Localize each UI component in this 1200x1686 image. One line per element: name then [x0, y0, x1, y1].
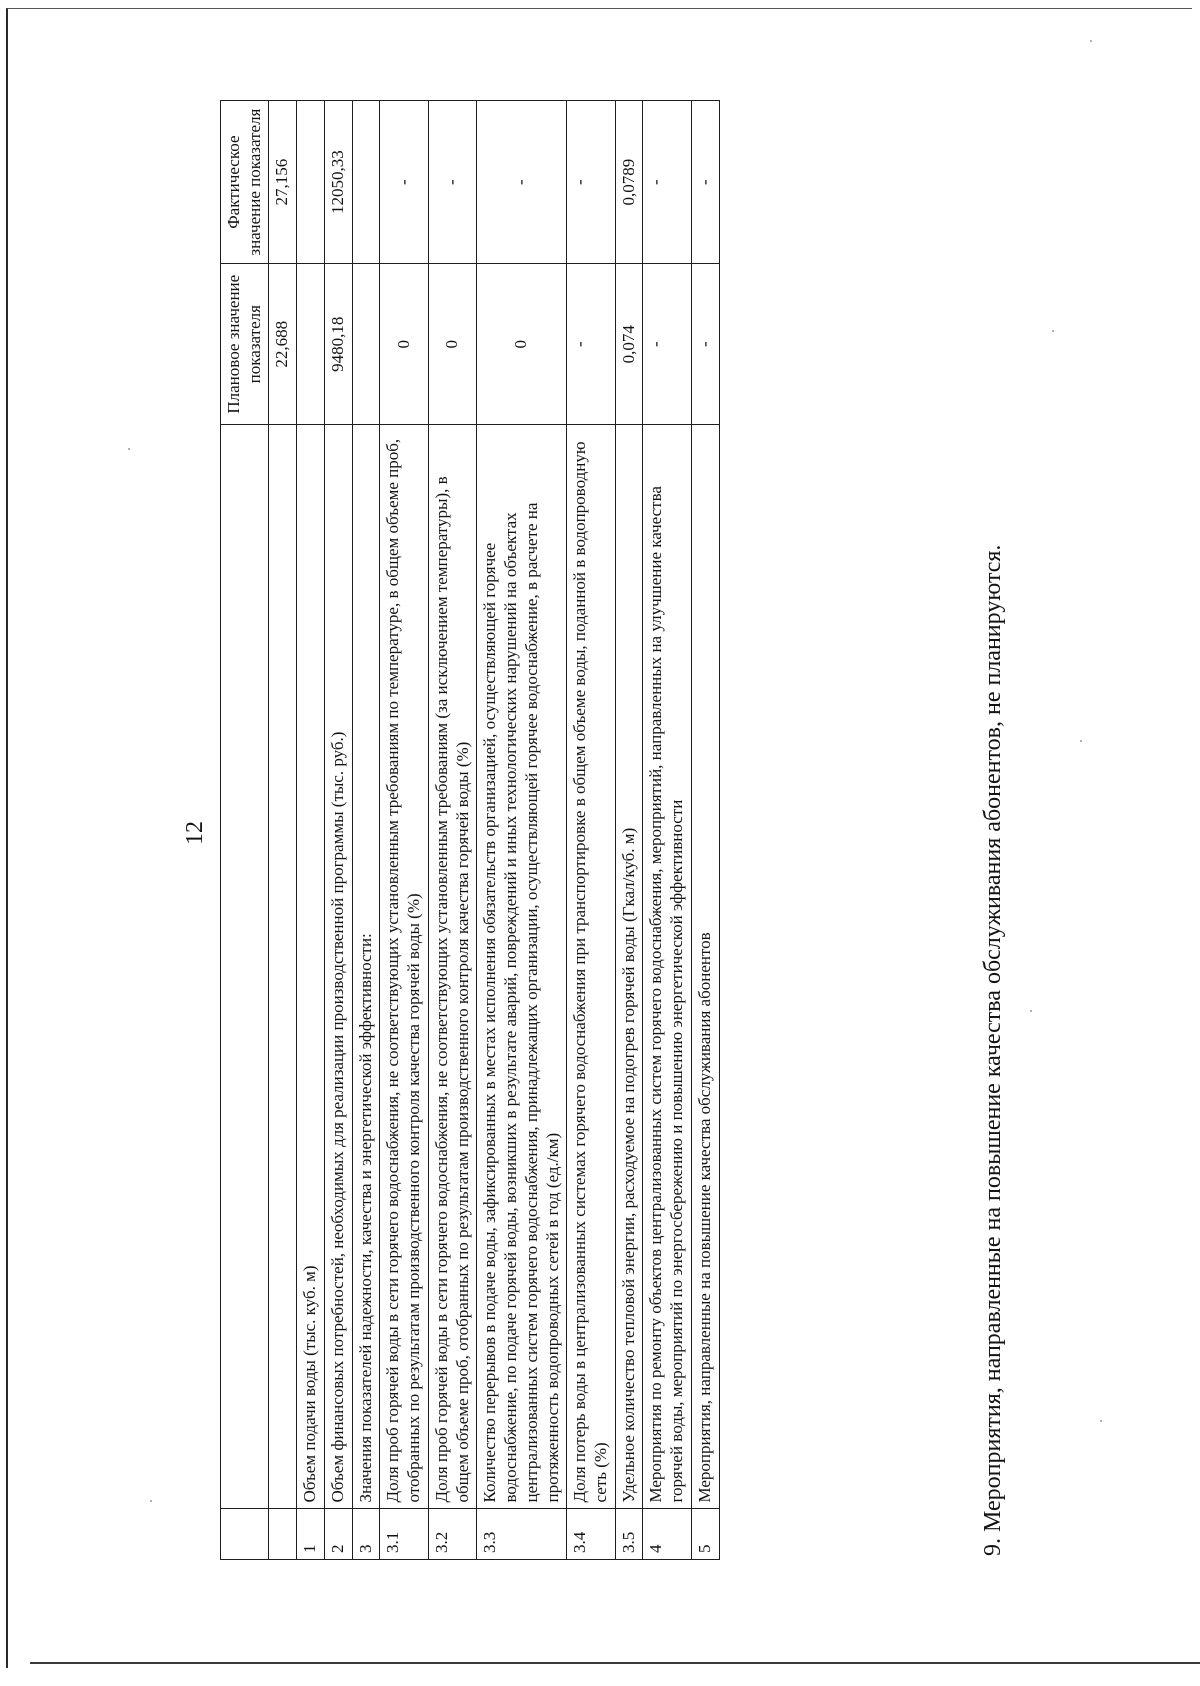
- row-fact-value: [297, 101, 325, 264]
- row-description: Объем подачи воды (тыс. куб. м): [297, 425, 325, 1509]
- row-plan-value: -: [691, 264, 719, 425]
- table-row: [691, 101, 719, 1560]
- table-row: [380, 101, 428, 1560]
- scan-edge-line: [30, 1662, 1200, 1664]
- scan-speck: [1090, 40, 1092, 42]
- table-row: [615, 101, 643, 1560]
- row-plan-value: 22,688: [269, 264, 297, 425]
- row-fact-value: -: [691, 101, 719, 264]
- table-row: [269, 101, 297, 1560]
- row-description: Доля потерь воды в централизованных системах горячего водоснабжения при транспортировке в общем объеме воды, поданной в водопроводную сеть (%): [567, 425, 615, 1509]
- row-plan-value: 0: [477, 264, 567, 425]
- row-plan-value: [352, 264, 380, 425]
- row-num: 5: [691, 1509, 719, 1560]
- row-fact-value: 27,156: [269, 101, 297, 264]
- row-plan-value: 0: [380, 264, 428, 425]
- row-description: Объем финансовых потребностей, необходимых для реализации производственной программы (тыс. руб.): [324, 425, 352, 1509]
- table-row: [477, 101, 567, 1560]
- row-plan-value: [297, 264, 325, 425]
- row-description: Мероприятия, направленные на повышение качества обслуживания абонентов: [691, 425, 719, 1509]
- row-fact-value: 0,0789: [615, 101, 643, 264]
- table-row: [567, 101, 615, 1560]
- page-number: 12: [182, 821, 208, 845]
- row-description: Доля проб горячей воды в сети горячего водоснабжения, не соответствующих установленным требованиям по температуре, в общем объеме проб, отобранных по результатам производственного контроля качества горячей воды (%): [380, 425, 428, 1509]
- header-fact-value: Фактическое значение показателя: [221, 101, 269, 264]
- table-row: [643, 101, 691, 1560]
- row-fact-value: -: [567, 101, 615, 264]
- row-fact-value: -: [477, 101, 567, 264]
- header-plan-value: Плановое значение показателя: [221, 264, 269, 425]
- scan-speck: [128, 448, 130, 450]
- row-num: 3: [352, 1509, 380, 1560]
- table-row: [297, 101, 325, 1560]
- row-plan-value: -: [643, 264, 691, 425]
- row-num: 3.5: [615, 1509, 643, 1560]
- table-header-row: [221, 101, 269, 1560]
- header-description: [221, 425, 269, 1509]
- table-row: [352, 101, 380, 1560]
- row-description: Доля проб горячей воды в сети горячего водоснабжения, не соответствующих установленным требованиям (за исключением температуры), в общем объеме проб, отобранных по результатам производственного контроля качества горячей воды (%): [428, 425, 476, 1509]
- row-description: [269, 425, 297, 1509]
- table-row: [324, 101, 352, 1560]
- row-plan-value: -: [567, 264, 615, 425]
- row-fact-value: [352, 101, 380, 264]
- row-description: Удельное количество тепловой энергии, расходуемое на подогрев горячей воды (Гкал/куб. м): [615, 425, 643, 1509]
- row-plan-value: 0: [428, 264, 476, 425]
- footer-note: 9. Мероприятия, направленные на повышение качества обслуживания абонентов, не планируются.: [980, 544, 1006, 1556]
- row-num: [269, 1509, 297, 1560]
- row-num: 3.3: [477, 1509, 567, 1560]
- row-plan-value: 9480,18: [324, 264, 352, 425]
- table-row: [428, 101, 476, 1560]
- row-fact-value: 12050,33: [324, 101, 352, 264]
- row-num: 4: [643, 1509, 691, 1560]
- rotated-page-content: [180, 60, 1180, 1560]
- row-fact-value: -: [428, 101, 476, 264]
- row-num: 1: [297, 1509, 325, 1560]
- row-description: Мероприятия по ремонту объектов централизованных систем горячего водоснабжения, мероприятий, направленных на улучшение качества горячей воды, мероприятий по энергосбережению и повышению энергетической эффективности: [643, 425, 691, 1509]
- row-fact-value: -: [643, 101, 691, 264]
- row-num: 3.2: [428, 1509, 476, 1560]
- row-description: Количество перерывов в подаче воды, зафиксированных в местах исполнения обязательств организацией, осуществляющей горячее водоснабжение, по подаче горячей воды, возникших в результате аварий, повреждений и иных технологических нарушений на объектах централизованных систем горячего водоснабжения, принадлежащих организации, осуществляющей горячее водоснабжение, в расчете на протяженность водопроводных сетей в год (ед./км): [477, 425, 567, 1509]
- indicators-table: [220, 100, 720, 1560]
- row-num: 3.1: [380, 1509, 428, 1560]
- row-fact-value: -: [380, 101, 428, 264]
- row-description: Значения показателей надежности, качества и энергетической эффективности:: [352, 425, 380, 1509]
- row-plan-value: 0,074: [615, 264, 643, 425]
- scan-speck: [150, 1500, 152, 1502]
- header-num: [221, 1509, 269, 1560]
- row-num: 3.4: [567, 1509, 615, 1560]
- row-num: 2: [324, 1509, 352, 1560]
